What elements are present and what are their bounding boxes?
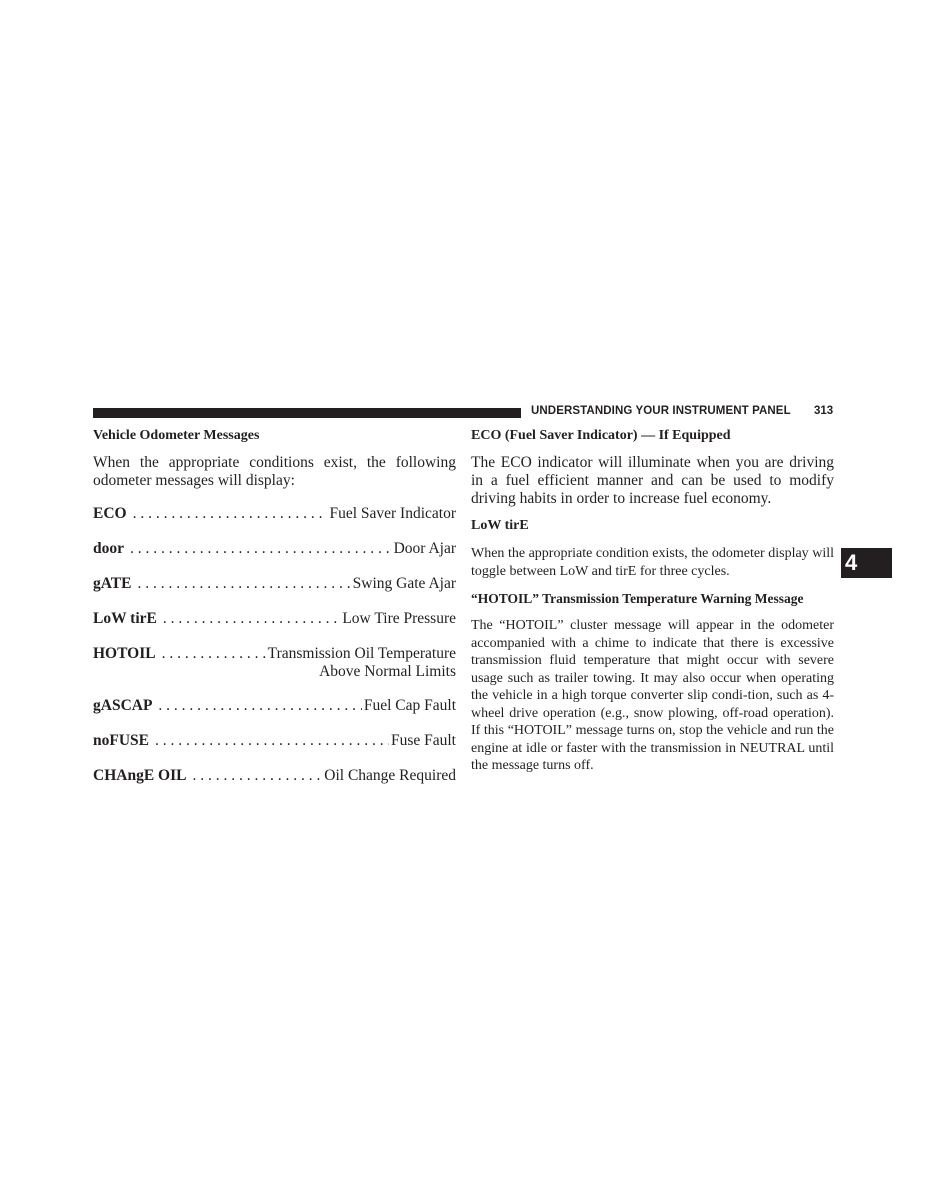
message-description: Door Ajar <box>393 540 456 557</box>
message-description: Fuel Cap Fault <box>363 697 456 714</box>
message-description-line-1: Transmission Oil Temperature <box>267 645 456 662</box>
section-heading-odometer-messages: Vehicle Odometer Messages <box>93 428 260 443</box>
running-header-title: UNDERSTANDING YOUR INSTRUMENT PANEL <box>531 405 791 417</box>
message-row-eco <box>93 505 456 540</box>
message-code: ECO <box>93 505 127 522</box>
message-code: noFUSE <box>93 732 149 749</box>
dot-leader <box>130 540 392 558</box>
message-description: Swing Gate Ajar <box>352 575 456 592</box>
eco-paragraph: The ECO indicator will illuminate when you are driving in a fuel efficient manner and can be used to modify driving habits in order to increase fuel economy. <box>471 454 834 507</box>
dot-leader <box>163 610 340 628</box>
section-heading-low-tire: LoW tirE <box>471 518 529 533</box>
message-code: CHAngE OIL <box>93 767 187 784</box>
header-rule <box>93 408 521 418</box>
dot-leader <box>137 575 350 593</box>
message-code: gATE <box>93 575 132 592</box>
message-code: gASCAP <box>93 697 153 714</box>
message-row-gascap <box>93 697 456 732</box>
chapter-tab: 4 <box>841 548 892 578</box>
message-description-line-2: Above Normal Limits <box>319 663 456 680</box>
message-row-hotoil <box>93 645 456 697</box>
message-description: Low Tire Pressure <box>342 610 456 627</box>
odometer-intro-paragraph: When the appropriate conditions exist, the following odometer messages will display: <box>93 454 456 489</box>
dot-leader <box>155 732 389 750</box>
message-code: door <box>93 540 124 557</box>
odometer-message-list <box>93 505 456 802</box>
dot-leader <box>158 697 361 715</box>
message-code: LoW tirE <box>93 610 157 627</box>
right-column <box>471 427 834 775</box>
message-row-low-tire <box>93 610 456 645</box>
message-row-door <box>93 540 456 575</box>
section-heading-eco: ECO (Fuel Saver Indicator) — If Equipped <box>471 428 731 443</box>
message-description: Fuse Fault <box>390 732 456 749</box>
dot-leader <box>162 645 266 663</box>
message-description: Fuel Saver Indicator <box>329 505 456 522</box>
message-code: HOTOIL <box>93 645 156 662</box>
page-number: 313 <box>814 405 834 417</box>
message-row-nofuse <box>93 732 456 767</box>
message-description: Oil Change Required <box>324 767 456 784</box>
low-tire-paragraph: When the appropriate condition exists, the odometer display will toggle between LoW and tirE for three cycles. <box>471 546 834 579</box>
message-row-gate <box>93 575 456 610</box>
message-row-change-oil <box>93 767 456 802</box>
dot-leader <box>192 767 322 785</box>
message-description <box>266 645 456 681</box>
hotoil-paragraph: The “HOTOIL” cluster message will appear in the odometer accompanied with a chime to indicate that there is excessive transmission fluid temperature that might occur with severe usage such as trailer towing. It may also occur when operating the vehicle in a high torque converter slip condi-tion, such as 4-wheel drive operation (e.g., snow plowing, off-road operation). If this “HOTOIL” message turns on, stop the vehicle and run the engine at idle or faster with the transmission in NEUTRAL until the message turns off. <box>471 618 834 773</box>
section-heading-hotoil: “HOTOIL” Transmission Temperature Warning Message <box>471 591 804 606</box>
dot-leader <box>133 505 328 523</box>
left-column <box>93 427 456 802</box>
